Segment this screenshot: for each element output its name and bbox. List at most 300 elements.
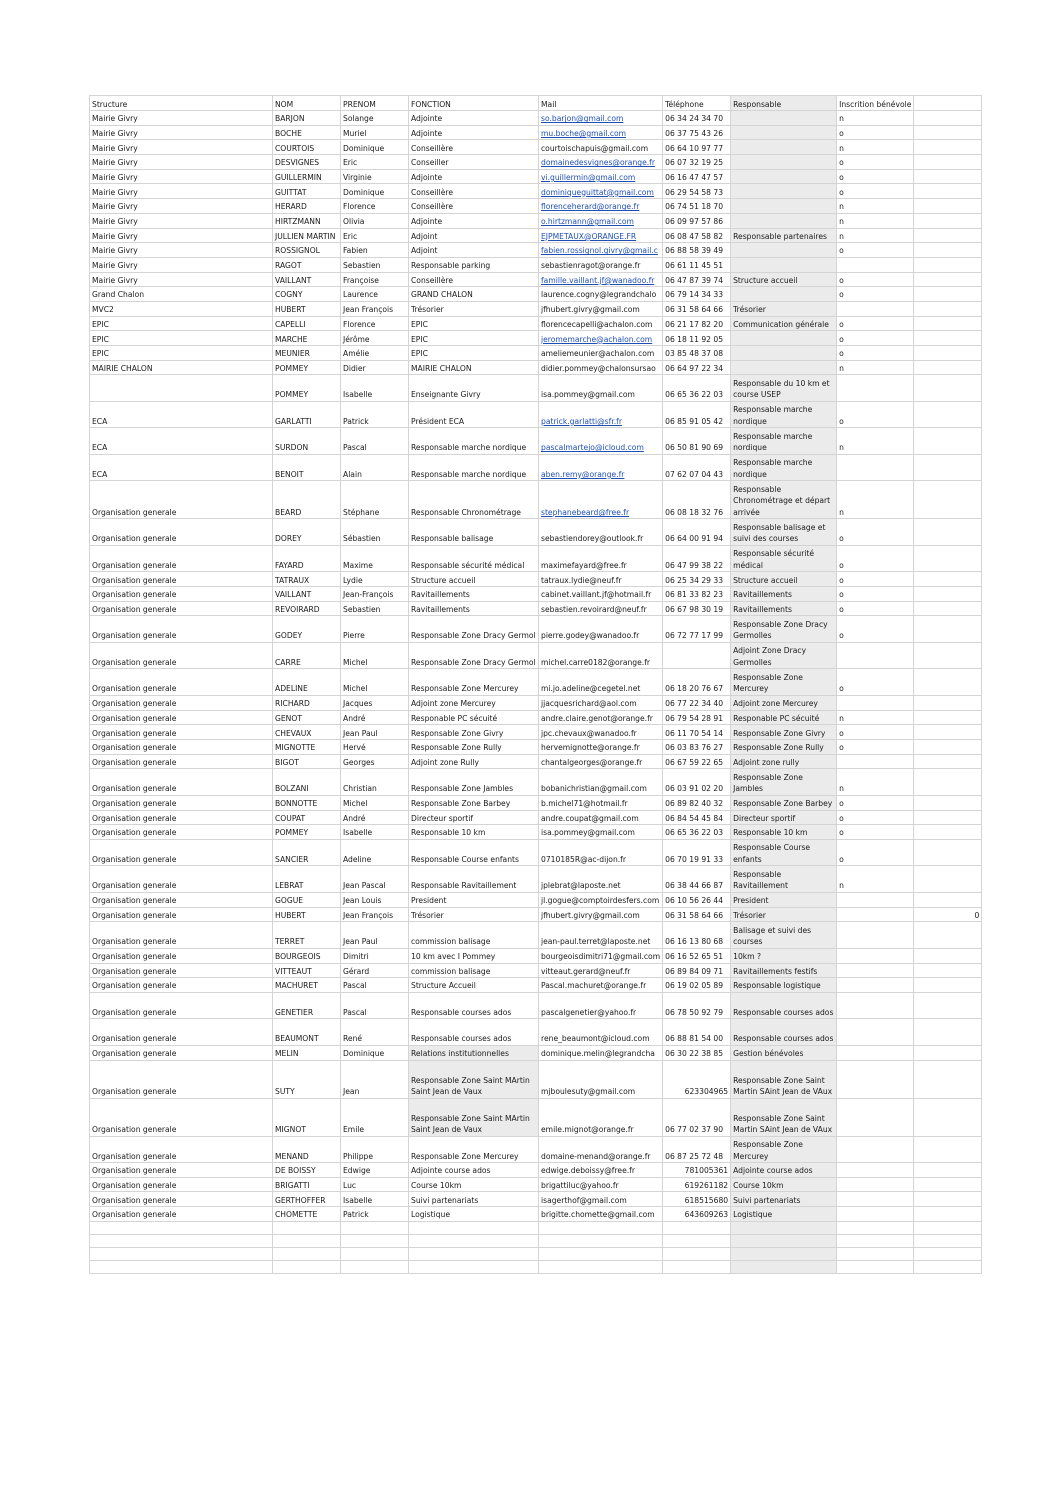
table-row [90, 111, 982, 126]
mail-cell[interactable]: jeromemarche@achalon.com [539, 331, 663, 346]
extra-cell [914, 243, 982, 258]
empty-row [90, 1260, 982, 1273]
prenom-cell: Jean-François [341, 587, 409, 602]
prenom-cell: Isabelle [341, 375, 409, 402]
prenom-cell: Hervé [341, 740, 409, 755]
mail-cell[interactable]: pascalmartejo@icloud.com [539, 428, 663, 455]
extra-cell [914, 1177, 982, 1192]
telephone-cell: 06 31 58 64 66 [663, 907, 731, 922]
inscription-cell [837, 1207, 914, 1222]
extra-cell [914, 825, 982, 840]
fonction-cell: Responsable Zone Dracy Germol [409, 616, 539, 643]
responsable-cell: Ravitaillements [731, 587, 837, 602]
responsable-cell [731, 360, 837, 375]
telephone-cell: 619261182 [663, 1177, 731, 1192]
structure-cell: Organisation generale [90, 1019, 273, 1046]
responsable-cell [731, 1260, 837, 1273]
nom-cell: CHOMETTE [273, 1207, 341, 1222]
responsable-cell: Responsable Chronométrage et départ arrivée [731, 481, 837, 519]
extra-cell [914, 272, 982, 287]
extra-cell [914, 169, 982, 184]
fonction-cell: Conseillère [409, 272, 539, 287]
mail-cell: vitteaut.gerard@neuf.fr [539, 963, 663, 978]
mail-cell[interactable]: aben.remy@orange.fr [539, 454, 663, 481]
structure-cell: Mairie Givry [90, 272, 273, 287]
mail-cell: cabinet.vaillant.jf@hotmail.fr [539, 587, 663, 602]
table-row [90, 140, 982, 155]
nom-cell: DE BOISSY [273, 1163, 341, 1178]
structure-cell: Organisation generale [90, 907, 273, 922]
structure-cell: Organisation generale [90, 922, 273, 949]
structure-cell: Organisation generale [90, 669, 273, 696]
telephone-cell: 06 19 02 05 89 [663, 978, 731, 993]
telephone-cell: 06 65 36 22 03 [663, 375, 731, 402]
nom-cell: COGNY [273, 287, 341, 302]
fonction-cell: Responsable Zone Dracy Germol [409, 642, 539, 669]
telephone-cell: 06 67 59 22 65 [663, 754, 731, 769]
inscription-cell: o [837, 545, 914, 572]
mail-cell: brigitte.chomette@gmail.com [539, 1207, 663, 1222]
structure-cell: Mairie Givry [90, 213, 273, 228]
fonction-cell: Responsable Zone Jambles [409, 769, 539, 796]
nom-cell: BONNOTTE [273, 795, 341, 810]
prenom-cell: Georges [341, 754, 409, 769]
extra-cell [914, 1098, 982, 1136]
nom-cell: VITTEAUT [273, 963, 341, 978]
telephone-cell [663, 642, 731, 669]
prenom-cell: Jean Louis [341, 892, 409, 907]
inscription-cell: o [837, 587, 914, 602]
inscription-cell: n [837, 360, 914, 375]
responsable-cell [731, 111, 837, 126]
extra-cell [914, 481, 982, 519]
prenom-cell: Jean François [341, 301, 409, 316]
inscription-cell: n [837, 428, 914, 455]
responsable-cell: Responsable Zone Saint Martin SAint Jean de VAux [731, 1098, 837, 1136]
nom-cell: DOREY [273, 519, 341, 546]
extra-cell [914, 155, 982, 170]
structure-cell [90, 1247, 273, 1260]
inscription-cell: o [837, 839, 914, 866]
extra-cell [914, 948, 982, 963]
mail-cell: bobanichristian@gmail.com [539, 769, 663, 796]
nom-cell: MIGNOT [273, 1098, 341, 1136]
extra-cell [914, 572, 982, 587]
nom-cell: TATRAUX [273, 572, 341, 587]
telephone-cell: 06 77 02 37 90 [663, 1098, 731, 1136]
fonction-cell: MAIRIE CHALON [409, 360, 539, 375]
fonction-cell: Responsable marche nordique [409, 428, 539, 455]
prenom-cell: André [341, 710, 409, 725]
fonction-cell: Adjointe [409, 169, 539, 184]
table-row [90, 795, 982, 810]
telephone-cell: 06 78 50 92 79 [663, 992, 731, 1019]
prenom-cell: Françoise [341, 272, 409, 287]
extra-cell [914, 587, 982, 602]
fonction-cell: Structure Accueil [409, 978, 539, 993]
telephone-cell: 06 18 20 76 67 [663, 669, 731, 696]
mail-cell: sebastienragot@orange.fr [539, 257, 663, 272]
inscription-cell: o [837, 155, 914, 170]
structure-cell: Organisation generale [90, 1163, 273, 1178]
fonction-cell: Conseiller [409, 155, 539, 170]
prenom-cell: Pascal [341, 978, 409, 993]
structure-cell: Organisation generale [90, 1192, 273, 1207]
structure-cell: Mairie Givry [90, 184, 273, 199]
responsable-cell [731, 1221, 837, 1234]
extra-cell [914, 287, 982, 302]
extra-cell [914, 710, 982, 725]
structure-cell: Mairie Givry [90, 199, 273, 214]
nom-cell: FAYARD [273, 545, 341, 572]
fonction-cell: 10 km avec I Pommey [409, 948, 539, 963]
fonction-cell: Logistique [409, 1207, 539, 1222]
mail-cell: rene_beaumont@icloud.com [539, 1019, 663, 1046]
extra-cell [914, 184, 982, 199]
responsable-cell: Responsable Ravitaillement [731, 866, 837, 893]
structure-cell: ECA [90, 454, 273, 481]
fonction-cell: Responsable Zone Barbey [409, 795, 539, 810]
extra-cell [914, 360, 982, 375]
mail-cell: florencecapelli@achalon.com [539, 316, 663, 331]
nom-cell: POMMEY [273, 375, 341, 402]
structure-cell: Organisation generale [90, 740, 273, 755]
mail-cell[interactable]: famille.vaillant.jf@wanadoo.fr [539, 272, 663, 287]
extra-cell [914, 140, 982, 155]
fonction-cell [409, 1221, 539, 1234]
mail-cell: jpc.chevaux@wanadoo.fr [539, 725, 663, 740]
nom-cell: BARJON [273, 111, 341, 126]
nom-cell: GARLATTI [273, 401, 341, 428]
table-row [90, 1060, 982, 1098]
inscription-cell [837, 1019, 914, 1046]
responsable-cell: Suivi partenariats [731, 1192, 837, 1207]
mail-cell: didier.pommey@chalonsursao [539, 360, 663, 375]
inscription-cell [837, 963, 914, 978]
inscription-cell: o [837, 401, 914, 428]
table-row [90, 866, 982, 893]
extra-cell [914, 1207, 982, 1222]
fonction-cell: Course 10km [409, 1177, 539, 1192]
inscription-cell: o [837, 243, 914, 258]
extra-cell [914, 795, 982, 810]
table-row [90, 519, 982, 546]
mail-cell: emile.mignot@orange.fr [539, 1098, 663, 1136]
mail-cell: dominique.melin@legrandcha [539, 1045, 663, 1060]
mail-cell[interactable]: so.barjon@gmail.com [539, 111, 663, 126]
prenom-cell: René [341, 1019, 409, 1046]
structure-cell: Organisation generale [90, 642, 273, 669]
nom-cell: GUILLERMIN [273, 169, 341, 184]
responsable-cell: Responsable Zone Givry [731, 725, 837, 740]
inscription-cell: o [837, 125, 914, 140]
table-row [90, 1045, 982, 1060]
structure-cell [90, 1260, 273, 1273]
fonction-cell: Responsable Chronométrage [409, 481, 539, 519]
nom-cell: GENOT [273, 710, 341, 725]
fonction-cell: Adjointe [409, 213, 539, 228]
inscription-cell [837, 1234, 914, 1247]
inscription-cell [837, 695, 914, 710]
header-row [90, 96, 982, 111]
mail-cell: chantalgeorges@orange.fr [539, 754, 663, 769]
fonction-cell: Trésorier [409, 907, 539, 922]
telephone-cell: 06 08 18 32 76 [663, 481, 731, 519]
nom-cell: POMMEY [273, 825, 341, 840]
structure-cell: Organisation generale [90, 769, 273, 796]
table-row [90, 963, 982, 978]
telephone-cell: 643609263 [663, 1207, 731, 1222]
structure-cell: Mairie Givry [90, 111, 273, 126]
responsable-cell: Responsable Zone Jambles [731, 769, 837, 796]
mail-cell[interactable]: domainedesvignes@orange.fr [539, 155, 663, 170]
mail-cell: hervemignotte@orange.fr [539, 740, 663, 755]
responsable-cell [731, 184, 837, 199]
table-row [90, 375, 982, 402]
inscription-cell [837, 978, 914, 993]
inscription-cell [837, 1177, 914, 1192]
responsable-cell: Responsable du 10 km et course USEP [731, 375, 837, 402]
table-row [90, 669, 982, 696]
table-row [90, 228, 982, 243]
structure-cell: Organisation generale [90, 825, 273, 840]
inscription-cell: o [837, 601, 914, 616]
telephone-cell: 06 16 13 80 68 [663, 922, 731, 949]
inscription-cell [837, 1221, 914, 1234]
mail-cell [539, 1234, 663, 1247]
extra-cell [914, 346, 982, 361]
mail-cell: isa.pommey@gmail.com [539, 375, 663, 402]
fonction-cell: Responsable courses ados [409, 992, 539, 1019]
extra-cell [914, 725, 982, 740]
mail-cell: tatraux.lydie@neuf.fr [539, 572, 663, 587]
responsable-cell [731, 243, 837, 258]
mail-cell [539, 1260, 663, 1273]
mail-cell[interactable]: florenceherard@orange.fr [539, 199, 663, 214]
extra-cell [914, 401, 982, 428]
mail-cell[interactable]: fabien.rossignol.givry@gmail.c [539, 243, 663, 258]
inscription-cell: n [837, 769, 914, 796]
prenom-cell: Eric [341, 228, 409, 243]
responsable-cell: Responsable Zone Dracy Germolles [731, 616, 837, 643]
prenom-cell: Didier [341, 360, 409, 375]
nom-cell: RAGOT [273, 257, 341, 272]
inscription-cell [837, 892, 914, 907]
responsable-cell: Directeur sportif [731, 810, 837, 825]
responsable-cell [731, 169, 837, 184]
structure-cell: Mairie Givry [90, 125, 273, 140]
extra-cell [914, 1163, 982, 1178]
mail-cell[interactable]: patrick.garlatti@sfr.fr [539, 401, 663, 428]
prenom-cell: Philippe [341, 1136, 409, 1163]
table-row [90, 572, 982, 587]
mail-cell: jfhubert.givry@gmail.com [539, 907, 663, 922]
structure-cell: Organisation generale [90, 725, 273, 740]
fonction-cell: Adjoint [409, 243, 539, 258]
mail-cell: mi.jo.adeline@cegetel.net [539, 669, 663, 696]
mail-cell[interactable]: EJPMETAUX@ORANGE.FR [539, 228, 663, 243]
mail-cell[interactable]: vi.guillermin@gmail.com [539, 169, 663, 184]
prenom-cell: Florence [341, 199, 409, 214]
prenom-cell: Sebastien [341, 601, 409, 616]
responsable-cell [731, 140, 837, 155]
responsable-cell: 10km ? [731, 948, 837, 963]
structure-cell: Organisation generale [90, 1136, 273, 1163]
nom-cell [273, 1260, 341, 1273]
fonction-cell: Responsable marche nordique [409, 454, 539, 481]
extra-cell [914, 213, 982, 228]
extra-cell [914, 331, 982, 346]
mail-cell: andre.coupat@gmail.com [539, 810, 663, 825]
table-row [90, 481, 982, 519]
structure-cell: Organisation generale [90, 519, 273, 546]
structure-cell: Organisation generale [90, 978, 273, 993]
telephone-cell: 06 03 83 76 27 [663, 740, 731, 755]
mail-cell: jl.gogue@comptoirdesfers.com [539, 892, 663, 907]
table-row [90, 810, 982, 825]
mail-cell: b.michel71@hotmail.fr [539, 795, 663, 810]
responsable-cell: Responsable Zone Saint Martin SAint Jean de VAux [731, 1060, 837, 1098]
nom-cell: TERRET [273, 922, 341, 949]
table-row [90, 992, 982, 1019]
mail-cell: jfhubert.givry@gmail.com [539, 301, 663, 316]
telephone-cell: 06 74 51 18 70 [663, 199, 731, 214]
fonction-cell: Adjointe [409, 111, 539, 126]
inscription-cell: n [837, 213, 914, 228]
prenom-cell: Jean Paul [341, 725, 409, 740]
table-row [90, 754, 982, 769]
responsable-cell: Communication générale [731, 316, 837, 331]
table-row [90, 454, 982, 481]
prenom-cell: Patrick [341, 401, 409, 428]
inscription-cell: o [837, 725, 914, 740]
inscription-cell [837, 301, 914, 316]
structure-cell: Organisation generale [90, 1060, 273, 1098]
responsable-cell: Responsable marche nordique [731, 401, 837, 428]
structure-cell: Organisation generale [90, 1045, 273, 1060]
prenom-cell: Olivia [341, 213, 409, 228]
table-row [90, 301, 982, 316]
table-row [90, 243, 982, 258]
inscription-cell [837, 907, 914, 922]
extra-cell [914, 1192, 982, 1207]
responsable-cell: Responsable Zone Mercurey [731, 669, 837, 696]
nom-cell: GOGUE [273, 892, 341, 907]
inscription-cell: o [837, 184, 914, 199]
nom-cell: GERTHOFFER [273, 1192, 341, 1207]
table-row [90, 125, 982, 140]
table-row [90, 1019, 982, 1046]
responsable-cell: Responsable 10 km [731, 825, 837, 840]
structure-cell: Organisation generale [90, 948, 273, 963]
responsable-cell: Responsable Zone Mercurey [731, 1136, 837, 1163]
table-row [90, 1136, 982, 1163]
prenom-cell: Dimitri [341, 948, 409, 963]
header-structure: Structure [90, 96, 273, 111]
structure-cell: Mairie Givry [90, 155, 273, 170]
nom-cell: CHEVAUX [273, 725, 341, 740]
table-row [90, 839, 982, 866]
fonction-cell: Adjoint zone Mercurey [409, 695, 539, 710]
inscription-cell: o [837, 287, 914, 302]
prenom-cell: André [341, 810, 409, 825]
prenom-cell [341, 1247, 409, 1260]
extra-cell [914, 1247, 982, 1260]
responsable-cell: Responsable sécurité médical [731, 545, 837, 572]
structure-cell: Organisation generale [90, 795, 273, 810]
extra-cell: 0 [914, 907, 982, 922]
mail-cell[interactable]: stephanebeard@free.fr [539, 481, 663, 519]
inscription-cell: o [837, 825, 914, 840]
prenom-cell: Sebastien [341, 257, 409, 272]
header-responsable: Responsable [731, 96, 837, 111]
extra-cell [914, 740, 982, 755]
fonction-cell: Directeur sportif [409, 810, 539, 825]
prenom-cell: Virginie [341, 169, 409, 184]
nom-cell: MARCHE [273, 331, 341, 346]
prenom-cell: Michel [341, 642, 409, 669]
extra-cell [914, 601, 982, 616]
nom-cell: MIGNOTTE [273, 740, 341, 755]
mail-cell: sebastien.revoirard@neuf.fr [539, 601, 663, 616]
structure-cell: Organisation generale [90, 1098, 273, 1136]
structure-cell: Organisation generale [90, 587, 273, 602]
mail-cell: pascalgenetier@yahoo.fr [539, 992, 663, 1019]
telephone-cell: 618515680 [663, 1192, 731, 1207]
table-row [90, 184, 982, 199]
telephone-cell: 06 70 19 91 33 [663, 839, 731, 866]
table-row [90, 169, 982, 184]
table-row [90, 213, 982, 228]
fonction-cell: Conseillère [409, 184, 539, 199]
mail-cell: ameliemeunier@achalon.com [539, 346, 663, 361]
mail-cell[interactable]: o.hirtzmann@gmail.com [539, 213, 663, 228]
structure-cell: Organisation generale [90, 710, 273, 725]
structure-cell: Mairie Givry [90, 243, 273, 258]
fonction-cell: GRAND CHALON [409, 287, 539, 302]
extra-cell [914, 992, 982, 1019]
prenom-cell: Eric [341, 155, 409, 170]
inscription-cell: o [837, 810, 914, 825]
nom-cell: HUBERT [273, 301, 341, 316]
table-row [90, 601, 982, 616]
structure-cell: EPIC [90, 331, 273, 346]
inscription-cell: o [837, 272, 914, 287]
nom-cell: HUBERT [273, 907, 341, 922]
fonction-cell: Suivi partenariats [409, 1192, 539, 1207]
responsable-cell: Responable PC sécuité [731, 710, 837, 725]
extra-cell [914, 616, 982, 643]
structure-cell: Mairie Givry [90, 140, 273, 155]
nom-cell: DESVIGNES [273, 155, 341, 170]
fonction-cell: Responsable 10 km [409, 825, 539, 840]
mail-cell[interactable]: mu.boche@gmail.com [539, 125, 663, 140]
extra-cell [914, 257, 982, 272]
inscription-cell [837, 454, 914, 481]
nom-cell: BIGOT [273, 754, 341, 769]
table-row [90, 1163, 982, 1178]
fonction-cell [409, 1260, 539, 1273]
nom-cell: SURDON [273, 428, 341, 455]
nom-cell: ADELINE [273, 669, 341, 696]
prenom-cell: Isabelle [341, 1192, 409, 1207]
nom-cell: CAPELLI [273, 316, 341, 331]
fonction-cell: Conseillère [409, 199, 539, 214]
mail-cell: mjboulesuty@gmail.com [539, 1060, 663, 1098]
prenom-cell: Jérôme [341, 331, 409, 346]
inscription-cell [837, 1060, 914, 1098]
mail-cell[interactable]: dominiqueguittat@gmail.com [539, 184, 663, 199]
